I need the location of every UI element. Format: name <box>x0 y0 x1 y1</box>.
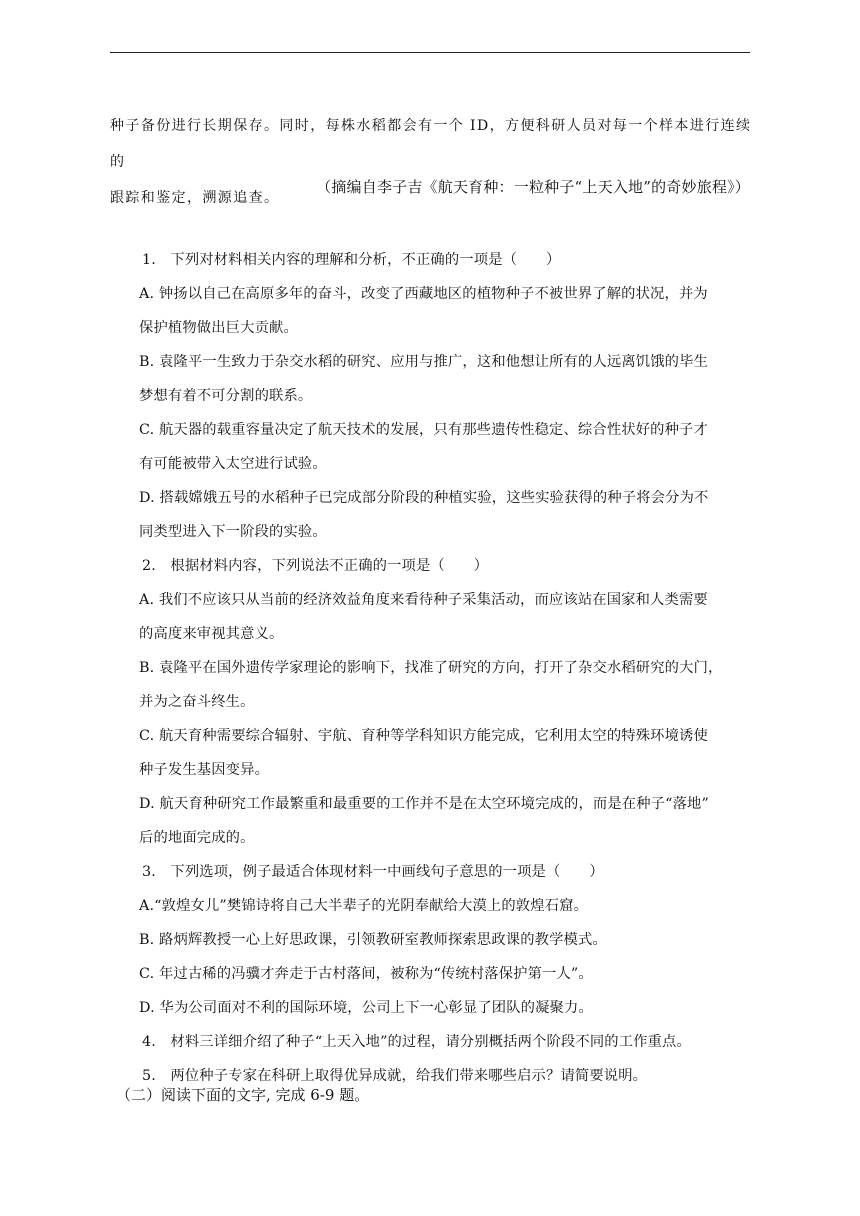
question-3-stem: 3. 下列选项，例子最适合体现材料一中画线句子意思的一项是（ ） <box>142 864 604 880</box>
option-2d: D. 航天育种研究工作最繁重和最重要的工作并不是在太空环境完成的，而是在种子“落地” <box>139 796 709 812</box>
option-1b-cont: 梦想有着不可分割的联系。 <box>139 388 313 404</box>
option-2b-cont: 并为之奋斗终生。 <box>139 694 255 710</box>
header-rule <box>110 52 750 53</box>
question-1-options <box>139 277 754 549</box>
option-3d: D. 华为公司面对不利的国际环境，公司上下一心彰显了团队的凝聚力。 <box>139 1000 593 1016</box>
intro-line-2: 跟踪和鉴定，溯源追查。 <box>110 190 280 206</box>
option-1b: B. 袁隆平一生致力于杂交水稻的研究、应用与推广，这和他想让所有的人远离饥饿的毕生 <box>139 354 709 370</box>
option-2a: A. 我们不应该只从当前的经济效益角度来看待种子采集活动，而应该站在国家和人类需要 <box>139 592 708 608</box>
option-1c-cont: 有可能被带入太空进行试验。 <box>139 456 327 472</box>
question-2-stem: 2. 根据材料内容，下列说法不正确的一项是（ ） <box>142 558 489 574</box>
question-4-stem: 4. 材料三详细介绍了种子“上天入地”的过程，请分别概括两个阶段不同的工作重点。 <box>142 1034 691 1050</box>
option-2a-cont: 的高度来审视其意义。 <box>139 626 284 642</box>
option-2c: C. 航天育种需要综合辐射、宇航、育种等学科知识方能完成，它利用太空的特殊环境诱使 <box>139 728 708 744</box>
question-list <box>139 243 754 1093</box>
option-2b: B. 袁隆平在国外遗传学家理论的影响下，找准了研究的方向，打开了杂交水稻研究的大门， <box>139 660 723 676</box>
option-2c-cont: 种子发生基因变异。 <box>139 762 270 778</box>
source-note: （摘编自李子吉《航天育种：一粒种子“上天入地”的奇妙旅程》） <box>316 178 750 196</box>
section-heading: （二）阅读下面的文字, 完成 6-9 题。 <box>116 1086 370 1104</box>
question-1-stem: 1. 下列对材料相关内容的理解和分析，不正确的一项是（ ） <box>142 252 561 268</box>
option-3a: A.“敦煌女儿”樊锦诗将自己大半辈子的光阴奉献给大漠上的敦煌石窟。 <box>139 898 589 914</box>
option-2d-cont: 后的地面完成的。 <box>139 830 255 846</box>
question-3-options <box>139 889 754 1025</box>
question-5-stem: 5. 两位种子专家在科研上取得优异成就，给我们带来哪些启示？请简要说明。 <box>142 1068 648 1084</box>
option-1d-cont: 同类型进入下一阶段的实验。 <box>139 524 327 540</box>
option-1a-cont: 保护植物做出巨大贡献。 <box>139 320 298 336</box>
intro-line-1: 种子备份进行长期保存。同时，每株水稻都会有一个 ID，方便科研人员对每一个样本进行连续的 <box>110 118 752 170</box>
option-3c: C. 年过古稀的冯骥才奔走于古村落间，被称为“传统村落保护第一人”。 <box>139 966 593 982</box>
option-1c: C. 航天器的载重容量决定了航天技术的发展，只有那些遗传性稳定、综合性状好的种子才 <box>139 422 708 438</box>
option-3b: B. 路炳辉教授一心上好思政课，引领教研室教师探索思政课的教学模式。 <box>139 932 607 948</box>
option-1d: D. 搭载嫦娥五号的水稻种子已完成部分阶段的种植实验，这些实验获得的种子将会分为不 <box>139 490 709 506</box>
question-2-options <box>139 583 754 855</box>
option-1a: A. 钟扬以自己在高原多年的奋斗，改变了西藏地区的植物种子不被世界了解的状况，并为 <box>139 286 708 302</box>
